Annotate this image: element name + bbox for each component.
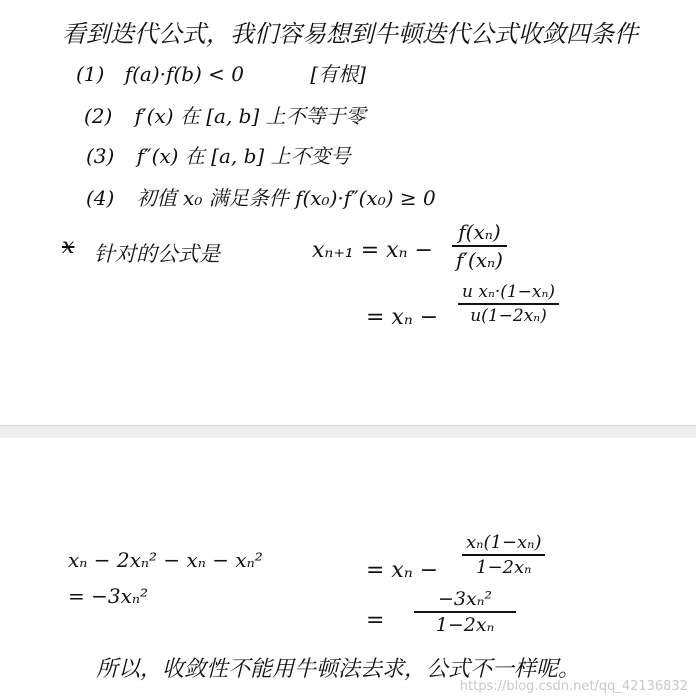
equation-2-lhs: = xₙ − (366, 305, 439, 330)
condition-4-text: 初值 x₀ 满足条件 f(x₀)·f″(x₀) ≥ 0 (136, 186, 436, 210)
equation-4-fraction (414, 588, 516, 636)
watermark: https://blog.csdn.net/qq_42136832 (459, 679, 688, 694)
equation-3-denominator: 1−2xₙ (476, 557, 532, 578)
formula-label: 针对的公式是 (94, 242, 220, 266)
equation-1-fraction (452, 220, 507, 272)
equation-4-lhs: = (366, 608, 385, 633)
conclusion-line: 所以，收敛性不能用牛顿法去求，公式不一样呢。 (96, 657, 581, 682)
equation-1-numerator: f(xₙ) (458, 220, 501, 244)
equation-4-denominator: 1−2xₙ (435, 614, 495, 636)
condition-1 (76, 58, 366, 87)
equation-1-denominator: f′(xₙ) (456, 248, 503, 272)
struck-label-text: x (62, 234, 75, 259)
condition-1-number: (1) (76, 62, 105, 86)
condition-1-text: f(a)·f(b) < 0 (124, 62, 244, 86)
derivation-line-2: = −3xₙ² (68, 584, 148, 608)
fraction-bar (462, 554, 545, 556)
condition-4 (86, 182, 436, 211)
notes-page-2 (0, 438, 696, 700)
fraction-bar (414, 611, 516, 613)
condition-3-text: f″(x) 在 [a, b] 上不变号 (136, 144, 351, 168)
fraction-bar (458, 303, 559, 305)
condition-2-text: f′(x) 在 [a, b] 上不等于零 (134, 104, 366, 128)
intro-line: 看到迭代公式，我们容易想到牛顿迭代公式收敛四条件 (62, 20, 638, 48)
condition-4-number: (4) (86, 186, 115, 210)
equation-2-numerator: u xₙ·(1−xₙ) (462, 282, 556, 302)
equation-3-lhs: = xₙ − (366, 558, 439, 583)
derivation-line-1: xₙ − 2xₙ² − xₙ − xₙ² (68, 548, 263, 572)
equation-3-fraction (462, 532, 545, 578)
equation-4-numerator: −3xₙ² (438, 588, 493, 610)
equation-3-numerator: xₙ(1−xₙ) (466, 532, 542, 553)
condition-3 (86, 140, 351, 169)
equation-1-lhs: xₙ₊₁ = xₙ − (312, 238, 433, 263)
fraction-bar (452, 245, 507, 247)
struck-label (62, 234, 74, 259)
equation-2-fraction (458, 282, 559, 326)
condition-2 (84, 100, 366, 129)
condition-1-note: [有根] (310, 62, 366, 86)
equation-2-denominator: u(1−2xₙ) (470, 306, 547, 326)
condition-2-number: (2) (84, 104, 113, 128)
condition-3-number: (3) (86, 144, 115, 168)
